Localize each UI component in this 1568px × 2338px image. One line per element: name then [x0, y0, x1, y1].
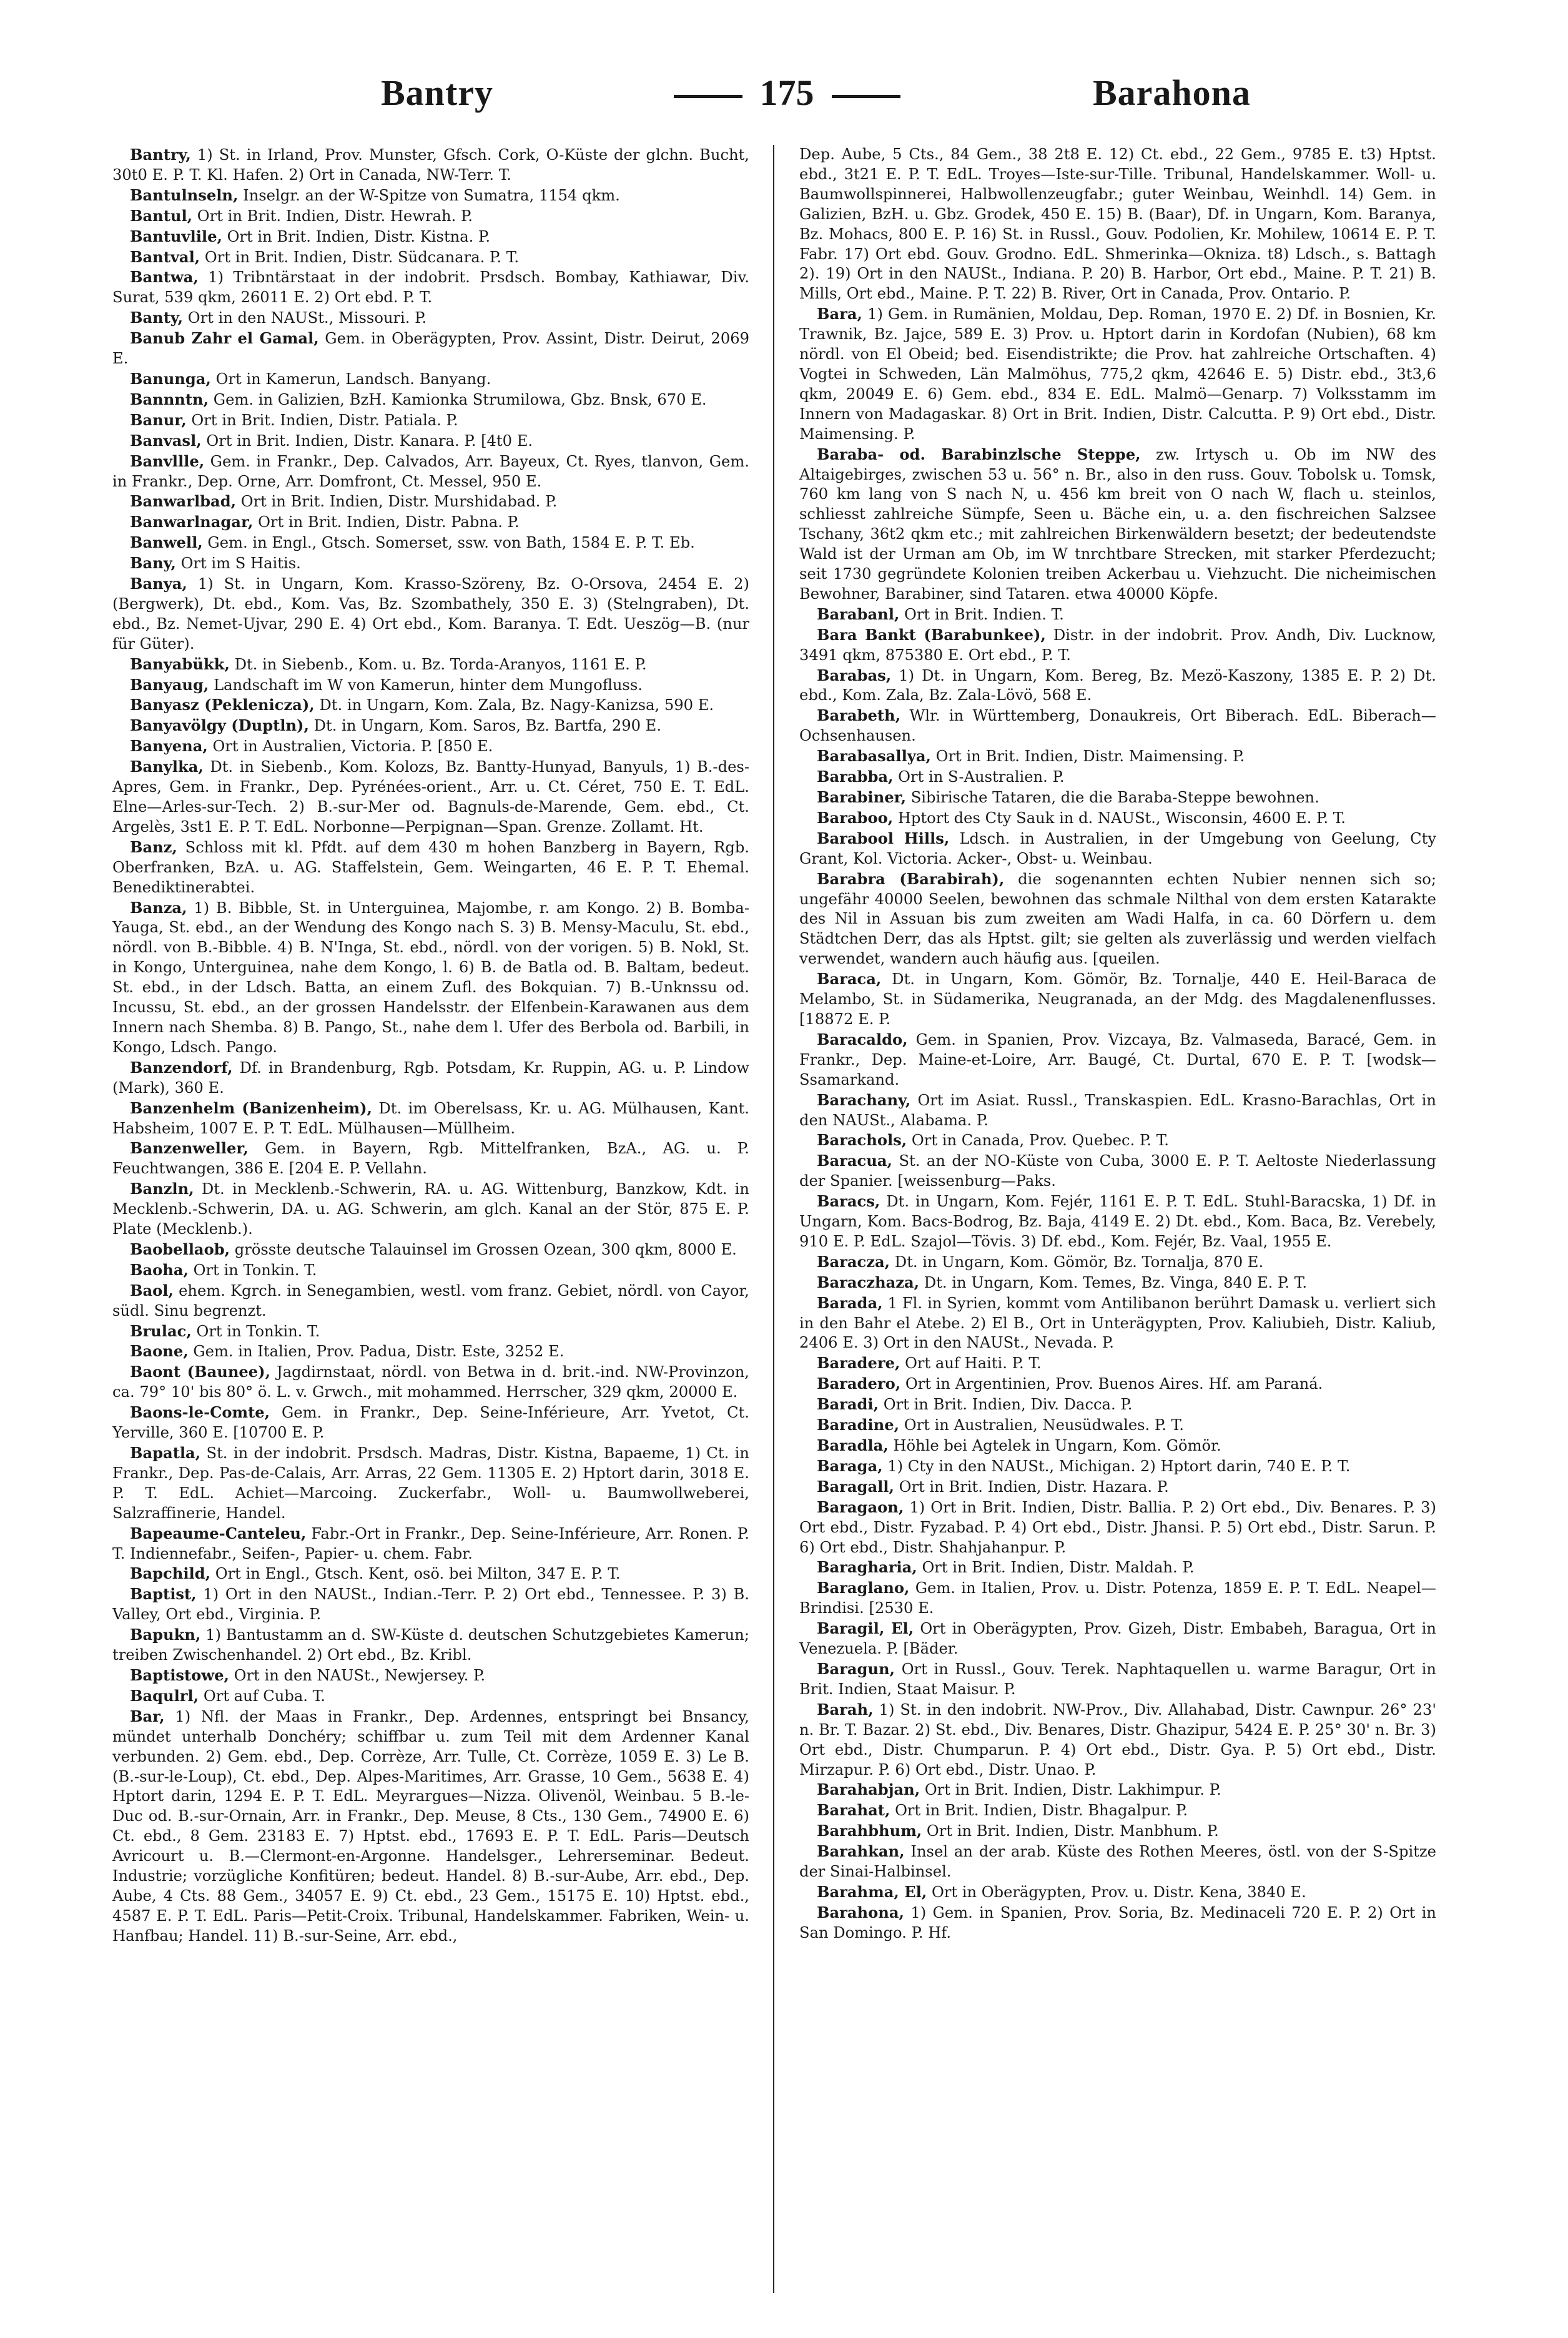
entry-text: Ort in Brit. Indien, Distr. Pabna. P.: [258, 513, 520, 531]
dictionary-entry: [799, 706, 1436, 746]
dictionary-entry: [799, 1903, 1436, 1943]
dictionary-entry: [112, 410, 749, 431]
entry-text: Dt. in Ungarn, Kom. Gömör, Bz. Tornalje, 440 E. Heil-Baraca de Melambo, St. in Südamerika, Neugranada, an der Mdg. des Magdalenenflusses. [18872 E. P.: [799, 970, 1436, 1028]
entry-headword: Bapatla,: [130, 1444, 201, 1462]
entry-text: Ort in Tonkin. T.: [196, 1322, 320, 1340]
entry-headword: Bara,: [817, 305, 862, 323]
dictionary-entry: [799, 1030, 1436, 1090]
entry-headword: Banz,: [130, 837, 177, 856]
entry-text: Ort in Brit. Indien, Distr. Kistna. P.: [227, 227, 491, 245]
dictionary-entry: [112, 1240, 749, 1260]
entry-headword: Barachols,: [817, 1131, 907, 1150]
entry-headword: Baqulrl,: [130, 1686, 199, 1705]
dictionary-entry: [112, 1625, 749, 1665]
entry-headword: Baraba- od. Barabinzlsche Steppe,: [817, 445, 1141, 463]
left-column: [112, 145, 749, 2306]
entry-text: 1) Cty in den NAUSt., Michigan. 2) Hptort darin, 740 E. P. T.: [887, 1457, 1351, 1475]
dictionary-entry: [799, 1394, 1436, 1415]
entry-headword: Baptist,: [130, 1585, 197, 1604]
entry-text: Dt. in Ungarn, Kom. Gömör, Bz. Tornalja, 870 E.: [894, 1253, 1264, 1271]
entry-headword: Baradine,: [817, 1416, 900, 1434]
entry-headword: Banzenhelm (Banizenheim),: [130, 1098, 372, 1117]
entry-headword: Banyaug,: [130, 675, 209, 694]
entry-headword: Barahkan,: [817, 1842, 905, 1861]
dictionary-entry: [799, 808, 1436, 829]
dictionary-entry: [799, 1800, 1436, 1821]
dictionary-entry: [112, 369, 749, 390]
entry-text: Df. in Brandenburg, Rgb. Potsdam, Kr. Ruppin, AG. u. P. Lindow (Mark), 360 E.: [112, 1058, 749, 1097]
dictionary-entry: [112, 574, 749, 654]
entry-headword: Banyabükk,: [130, 654, 230, 673]
entry-text: Ort in den NAUSt., Missouri. P.: [187, 309, 427, 327]
entry-text: Gem. in Engl., Gtsch. Somerset, ssw. von Bath, 1584 E. P. T. Eb.: [207, 534, 695, 552]
entry-headword: Brulac,: [130, 1321, 192, 1340]
dictionary-entry: [112, 553, 749, 574]
dictionary-entry: [112, 695, 749, 716]
entry-text: Höhle bei Agtelek in Ungarn, Kom. Gömör.: [893, 1437, 1221, 1454]
dictionary-entry: [799, 746, 1436, 767]
dictionary-entry: [112, 1443, 749, 1524]
entry-headword: Banyasz (Peklenicza),: [130, 696, 315, 714]
entry-headword: Baone,: [130, 1342, 189, 1361]
entry-headword: Banza,: [130, 898, 187, 917]
entry-text: Ort in Brit. Indien, Distr. Lakhimpur. P.: [924, 1781, 1221, 1799]
dictionary-entry: [799, 625, 1436, 666]
entry-headword: Banwarlbad,: [130, 492, 237, 511]
dictionary-entry: [799, 145, 1436, 304]
dictionary-entry: [112, 1321, 749, 1342]
entry-headword: Banvasl,: [130, 431, 202, 450]
entry-headword: Barabba,: [817, 767, 894, 786]
dictionary-entry: [112, 1138, 749, 1179]
entry-headword: Banwarlnagar,: [130, 513, 254, 531]
dictionary-entry: [799, 869, 1436, 970]
dictionary-entry: [799, 1436, 1436, 1456]
entry-headword: Barahma, El,: [817, 1882, 927, 1901]
entry-text: Gem. in Italien, Prov. Padua, Distr. Este, 3252 E.: [193, 1343, 565, 1361]
entry-headword: Barabool Hills,: [817, 829, 950, 847]
entry-headword: Bany,: [130, 554, 176, 573]
entry-text: 1) Dt. in Ungarn, Kom. Bereg, Bz. Mezö-Kaszony, 1385 E. P. 2) Dt. ebd., Kom. Zala, Bz. Zala-Lövö, 568 E.: [799, 666, 1436, 704]
dictionary-entry: [799, 666, 1436, 706]
entry-headword: Baracaldo,: [817, 1030, 908, 1048]
dictionary-entry: [112, 1058, 749, 1098]
entry-headword: Baraczhaza,: [817, 1273, 920, 1291]
page-number: 175: [759, 72, 814, 113]
dictionary-entry: [112, 1362, 749, 1403]
dictionary-entry: [112, 898, 749, 1058]
entry-text: Dt. in Siebenb., Kom. u. Bz. Torda-Aranyos, 1161 E. P.: [234, 655, 647, 673]
dictionary-entry: [112, 185, 749, 206]
entry-headword: Barah,: [817, 1700, 874, 1719]
dictionary-entry: [112, 206, 749, 227]
entry-text: Ort in Tonkin. T.: [193, 1261, 317, 1279]
entry-headword: Bapukn,: [130, 1625, 201, 1644]
dictionary-entry: [112, 1403, 749, 1443]
entry-text: Ort in Brit. Indien, Div. Dacca. P.: [883, 1396, 1133, 1414]
entry-headword: Barahat,: [817, 1801, 890, 1820]
entry-headword: Bantul,: [130, 206, 193, 225]
entry-headword: Banwell,: [130, 533, 203, 552]
dictionary-entry: [799, 1842, 1436, 1882]
entry-text: Ort in Russl., Gouv. Terek. Naphtaquellen u. warme Baragur, Ort in Brit. Indien, Staat Maisur. P.: [799, 1660, 1436, 1698]
dictionary-entry: [112, 145, 749, 185]
entry-headword: Barachany,: [817, 1090, 911, 1109]
entry-headword: Baobellaob,: [130, 1240, 230, 1258]
entry-text: Ort auf Cuba. T.: [203, 1687, 325, 1705]
entry-text: Gem. in Galizien, BzH. Kamionka Strumilowa, Gbz. Bnsk, 670 E.: [213, 390, 707, 408]
dictionary-entry: [112, 736, 749, 757]
dictionary-entry: [799, 1497, 1436, 1558]
entry-text: Ort in Canada, Prov. Quebec. P. T.: [911, 1132, 1169, 1150]
dictionary-entry: [112, 1098, 749, 1139]
entry-text: Dt. in Ungarn, Kom. Zala, Bz. Nagy-Kanizsa, 590 E.: [319, 696, 714, 714]
entry-headword: Baradero,: [817, 1374, 901, 1393]
header-dash-left: [674, 95, 742, 98]
entry-headword: Bannntn,: [130, 390, 209, 408]
entry-text: Dt. in Ungarn, Kom. Saros, Bz. Bartfa, 290 E.: [313, 717, 662, 735]
dictionary-entry: [799, 1273, 1436, 1293]
dictionary-entry: [799, 1700, 1436, 1780]
entry-text: 1) Gem. in Rumänien, Moldau, Dep. Roman, 1970 E. 2) Df. in Bosnien, Kr. Trawnik, Bz. Jajce, 589 E. 3) Prov. u. Hptort darin in Kordofan (Nubien), 68 km nördl. von El Obeid; bed. Eisendistrikte; die Prov. hat zahlreiche Ortschaften. 4) Vogtei in Schweden, Län Malmöhus, 775,2 qkm, 42646 E. 5) Distr. ebd., 3t3,6 qkm, 20049 E. 6) Gem. ebd., 834 E. EdL. Malmö—Genarp. 7) Volksstamm im Innern von Madagaskar. 8) Ort in Brit. Indien, Distr. Calcutta. P. 9) Ort ebd., Distr. Maimensing. P.: [799, 305, 1436, 443]
entry-headword: Baracs,: [817, 1192, 880, 1211]
entry-text: Dt. im Oberelsass, Kr. u. AG. Mülhausen, Kant. Habsheim, 1007 E. P. T. EdL. Mülhausen—Müllheim.: [112, 1099, 749, 1137]
entry-text: Ort in Engl., Gtsch. Kent, osö. bei Milton, 347 E. P. T.: [215, 1565, 621, 1583]
dictionary-entry: [799, 1252, 1436, 1273]
entry-headword: Banzendorf,: [130, 1058, 233, 1077]
entry-text: Ort in Argentinien, Prov. Buenos Aires. Hf. am Paraná.: [905, 1375, 1323, 1393]
entry-text: Ldsch. in Australien, in der Umgebung von Geelung, Cty Grant, Kol. Victoria. Acker-, Obst- u. Weinbau.: [799, 829, 1436, 867]
entry-headword: Baraca,: [817, 970, 882, 989]
entry-headword: Bantuvlile,: [130, 227, 222, 245]
entry-text: Gem. in Bayern, Rgb. Mittelfranken, BzA., AG. u. P. Feuchtwangen, 386 E. [204 E. P. Vellahn.: [112, 1140, 749, 1178]
entry-headword: Banya,: [130, 575, 187, 593]
dictionary-entry: [112, 533, 749, 553]
entry-text: Ort in Brit. Indien, Distr. Hazara. P.: [899, 1477, 1169, 1496]
entry-headword: Baont (Baunee),: [130, 1363, 271, 1381]
entry-headword: Bara Bankt (Barabunkee),: [817, 625, 1046, 644]
entry-text: Ort in Kamerun, Landsch. Banyang.: [215, 370, 491, 388]
entry-text: Dt. in Ungarn, Kom. Fejér, 1161 E. P. T. EdL. Stuhl-Baracska, 1) Df. in Ungarn, Kom. Bacs-Bodrog, Bz. Baja, 4149 E. 2) Dt. ebd., Kom. Baca, Bz. Verebely, 910 E. P. EdL. Szajol—Tövis. 3) Df. ebd., Kom. Fejér, Bz. Vaal, 1955 E.: [799, 1193, 1436, 1250]
dictionary-entry: [112, 267, 749, 308]
entry-text: 1) B. Bibble, St. in Unterguinea, Majombe, r. am Kongo. 2) B. Bomba-Yauga, St. ebd., an der Wendung des Kongo nach S. 3) B. Mensy-Maculu, St. ebd., nördl. von B.-Bibble. 4) B. N'Inga, St. ebd., nördl. von der vorigen. 5) B. Nokl, St. in Kongo, Unterguinea, nahe dem Kongo, l. 6) B. de Batla od. B. Baltam, bedeut. St. ebd., in der Ldsch. Batta, an einem Zufl. des Bokquian. 7) B.-Unknssu od. Incussu, St. ebd., an der grossen Handelsstr. der Elfenbein-Karawanen aus dem Innern nach Shemba. 8) B. Pango, St., nahe dem l. Ufer des Berbola od. Barbili, in Kongo, Ldsch. Pango.: [112, 899, 749, 1056]
entry-text: Schloss mit kl. Pfdt. auf dem 430 m hohen Banzberg in Bayern, Rgb. Oberfranken, BzA. u. AG. Staffelstein, Gem. Weingarten, 46 E. P. T. Ehemal. Benediktinerabtei.: [112, 838, 749, 896]
dictionary-entry: [799, 1477, 1436, 1497]
entry-headword: Baptistowe,: [130, 1665, 229, 1684]
entry-text: Dt. in Mecklenb.-Schwerin, RA. u. AG. Wittenburg, Banzkow, Kdt. in Mecklenb.-Schwerin, DA. u. AG. Schwerin, am glch. Kanal an der Stör, 875 E. P. Plate (Mecklenb.).: [112, 1180, 749, 1238]
entry-text: St. in der indobrit. Prsdsch. Madras, Distr. Kistna, Bapaeme, 1) Ct. in Frankr., Dep. Pas-de-Calais, Arr. Arras, 22 Gem. 11305 E. 2) Hptort darin, 3018 E. P. T. EdL. Achiet—Marcoing. Zuckerfabr., Woll- u. Baumwollweberei, Salzraffinerie, Handel.: [112, 1444, 749, 1522]
entry-headword: Banur,: [130, 410, 187, 429]
entry-headword: Bantval,: [130, 247, 200, 266]
entry-text: Ort in Australien, Victoria. P. [850 E.: [212, 737, 493, 756]
dictionary-entry: [112, 431, 749, 451]
entry-text: Gem. in Frankr., Dep. Seine-Inférieure, Arr. Yvetot, Ct. Yerville, 360 E. [10700 E. P.: [112, 1404, 749, 1442]
entry-text: Insel an der arab. Küste des Rothen Meeres, östl. von der S-Spitze der Sinai-Halbinsel.: [799, 1843, 1436, 1881]
dictionary-entry: [112, 308, 749, 328]
entry-text: St. an der NO-Küste von Cuba, 3000 E. P. T. Aeltoste Niederlassung der Spanier. [weissenburg—Paks.: [799, 1152, 1436, 1190]
entry-text: Ort in Brit. Indien, Distr. Bhagalpur. P.: [895, 1802, 1188, 1820]
entry-headword: Baradla,: [817, 1436, 889, 1454]
entry-headword: Banzenweller,: [130, 1139, 249, 1158]
dictionary-entry: [112, 390, 749, 410]
dictionary-entry: [799, 1353, 1436, 1374]
dictionary-entry: [799, 1456, 1436, 1477]
entry-headword: Baragun,: [817, 1659, 895, 1678]
entry-headword: Baradere,: [817, 1354, 900, 1373]
entry-text: grösste deutsche Talauinsel im Grossen Ozean, 300 qkm, 8000 E.: [234, 1240, 737, 1258]
entry-headword: Barabra (Barabirah),: [817, 869, 1005, 888]
entry-text: 1) Tribntärstaat in der indobrit. Prsdsch. Bombay, Kathiawar, Div. Surat, 539 qkm, 26011 E. 2) Ort ebd. P. T.: [112, 269, 749, 307]
dictionary-entry: [112, 1584, 749, 1625]
dictionary-entry: [799, 1578, 1436, 1619]
entry-headword: Baons-le-Comte,: [130, 1403, 270, 1422]
entry-headword: Baracza,: [817, 1252, 890, 1271]
entry-headword: Barabasallya,: [817, 747, 931, 766]
entry-headword: Bar,: [130, 1707, 165, 1725]
entry-headword: Baraga,: [817, 1456, 883, 1475]
dictionary-entry: [112, 328, 749, 369]
dictionary-entry: [112, 654, 749, 675]
right-column: [799, 145, 1436, 2306]
dictionary-entry: [799, 1780, 1436, 1800]
entry-text: Ort in Oberägypten, Prov. u. Distr. Kena, 3840 E.: [931, 1883, 1306, 1901]
dictionary-entry: [799, 445, 1436, 604]
entry-headword: Barabiner,: [817, 788, 907, 806]
entry-text: Distr. in der indobrit. Prov. Andh, Div. Lucknow, 3491 qkm, 875380 E. Ort ebd., P. T.: [799, 626, 1436, 664]
entry-headword: Bapeaume-Canteleu,: [130, 1524, 307, 1542]
text-columns: [112, 145, 1474, 2306]
entry-headword: Barada,: [817, 1293, 883, 1312]
entry-headword: Baraboo,: [817, 808, 894, 827]
header-dash-right: [832, 95, 900, 98]
entry-text: Gem. in Spanien, Prov. Vizcaya, Bz. Valmaseda, Baracé, Gem. in Frankr., Dep. Maine-et-Loire, Arr. Baugé, Ct. Durtal, 670 E. P. T. [wodsk—Ssamarkand.: [799, 1030, 1436, 1088]
dictionary-entry: [799, 1151, 1436, 1191]
dictionary-entry: [799, 1415, 1436, 1436]
dictionary-entry: [112, 227, 749, 247]
entry-headword: Banylka,: [130, 757, 204, 776]
entry-text: Sibirische Tataren, die die Baraba-Steppe bewohnen.: [910, 789, 1319, 806]
entry-text: Ort im S Haitis.: [180, 555, 301, 573]
entry-text: 1 Fl. in Syrien, kommt vom Antilibanon berührt Damask u. verliert sich in den Bahr el Atebe. 2) El B., Ort in Unterägypten, Prov. Kaliubieh, Distr. Kaliub, 2406 E. 3) Ort in den NAUSt., Nevada. P.: [799, 1294, 1436, 1352]
entry-text: Jagdirnstaat, nördl. von Betwa in d. brit.-ind. NW-Provinzon, ca. 79° 10' bis 80° ö. L. v. Grwch., mit mohammed. Herrscher, 329 qkm, 20000 E.: [112, 1363, 749, 1401]
entry-headword: Baracua,: [817, 1152, 892, 1170]
entry-text: Ort in Brit. Indien, Distr. Manbhum. P.: [926, 1822, 1219, 1840]
entry-text: Ort in Brit. Indien, Distr. Kanara. P. [4t0 E.: [206, 432, 533, 450]
entry-headword: Barabanl,: [817, 604, 900, 623]
header-last-entry: Barahona: [1093, 72, 1251, 113]
dictionary-entry: [112, 1665, 749, 1686]
dictionary-entry: [112, 1564, 749, 1584]
entry-text: Ort im Asiat. Russl., Transkaspien. EdL. Krasno-Barachlas, Ort in den NAUSt., Alabama. P.: [799, 1091, 1436, 1129]
entry-headword: Baol,: [130, 1281, 174, 1300]
entry-headword: Banzln,: [130, 1180, 194, 1198]
dictionary-entry: [799, 1659, 1436, 1700]
entry-text: Dt. in Siebenb., Kom. Kolozs, Bz. Bantty-Hunyad, Banyuls, 1) B.-des-Apres, Gem. in Frankr., Dep. Pyrénées-orient., Arr. u. Ct. Céret, 750 E. T. EdL. Elne—Arles-sur-Tech. 2) B.-sur-Mer od. Bagnuls-de-Marende, Gem. ebd., Ct. Argelès, 3st1 E. P. T. EdL. Norbonne—Perpignan—Span. Grenze. Zollamt. Ht.: [112, 758, 749, 836]
entry-headword: Baoha,: [130, 1260, 189, 1279]
dictionary-entry: [799, 1619, 1436, 1659]
entry-text: Ort in S-Australien. P.: [898, 768, 1065, 786]
entry-headword: Banyavölgy (Duptln),: [130, 716, 309, 735]
entry-text: Ort in Australien, Neusüdwales. P. T.: [904, 1416, 1184, 1434]
entry-headword: Barabas,: [817, 666, 892, 684]
entry-text: 1) Ort in Brit. Indien, Distr. Ballia. P. 2) Ort ebd., Div. Benares. P. 3) Ort ebd., Distr. Fyzabad. P. 4) Ort ebd., Distr. Jhansi. P. 5) Ort ebd., Distr. Sarun. P. 6) Ort ebd., Distr. Shahjahanpur. P.: [799, 1498, 1436, 1556]
entry-text: Hptort des Cty Sauk in d. NAUSt., Wisconsin, 4600 E. P. T.: [897, 809, 1346, 827]
entry-headword: Banyena,: [130, 737, 208, 756]
entry-headword: Bapchild,: [130, 1564, 211, 1583]
entry-headword: Baragil, El,: [817, 1619, 914, 1638]
dictionary-entry: [112, 716, 749, 736]
entry-text: 1) St. in den indobrit. NW-Prov., Div. Allahabad, Distr. Cawnpur. 26° 23' n. Br. T. Bazar. 2) St. ebd., Div. Benares, Distr. Ghazipur, 5424 E. P. 25° 30' n. Br. 3) Ort ebd., Distr. Chumparun. P. 4) Ort ebd., Distr. Gya. P. 5) Ort ebd., Distr. Mirzapur. P. 6) Ort ebd., Distr. Unao. P.: [799, 1700, 1436, 1778]
dictionary-entry: [799, 304, 1436, 444]
entry-text: Ort in Oberägypten, Prov. Gizeh, Distr. Embabeh, Baragua, Ort in Venezuela. P. [Bäder.: [799, 1620, 1436, 1658]
dictionary-entry: [799, 1191, 1436, 1252]
dictionary-entry: [799, 604, 1436, 625]
entry-headword: Barahona,: [817, 1903, 904, 1921]
header-first-entry: Bantry: [381, 72, 493, 113]
dictionary-entry: [112, 1341, 749, 1362]
entry-headword: Baragaon,: [817, 1497, 904, 1516]
dictionary-entry: [112, 1179, 749, 1240]
entry-text: 1) St. in Irland, Prov. Munster, Gfsch. Cork, O-Küste der glchn. Bucht, 30t0 E. P. T. Kl. Hafen. 2) Ort in Canada, NW-Terr. T.: [112, 146, 749, 184]
dictionary-entry: [112, 1260, 749, 1281]
dictionary-entry: [799, 1557, 1436, 1578]
entry-text: Gem. in Frankr., Dep. Calvados, Arr. Bayeux, Ct. Ryes, tlanvon, Gem. in Frankr., Dep. Orne, Arr. Domfront, Ct. Messel, 950 E.: [112, 452, 749, 490]
entry-text: Ort in Brit. Indien, Distr. Maldah. P.: [922, 1559, 1195, 1577]
dictionary-entry: [112, 837, 749, 898]
entry-headword: Barabeth,: [817, 706, 901, 725]
entry-text: Ort in Brit. Indien. T.: [904, 605, 1064, 623]
entry-headword: Bantwa,: [130, 268, 199, 287]
dictionary-entry: [799, 829, 1436, 869]
dictionary-entry: [799, 1090, 1436, 1131]
entry-text: Dep. Aube, 5 Cts., 84 Gem., 38 2t8 E. 12) Ct. ebd., 22 Gem., 9785 E. t3) Hptst. ebd., 3t21 E. P. T. EdL. Troyes—Iste-sur-Tille. Tribunal, Handelskammer. Woll- u. Baumwollspinnerei, Halbwollenzeugfabr.; guter Weinbau, Weinhdl. 14) Gem. in Galizien, BzH. u. Gbz. Grodek, 450 E. 15) B. (Baar), Df. in Ungarn, Kom. Baranya, Bz. Mohacs, 800 E. P. 16) St. in Russl., Gouv. Podolien, Kr. Mohilew, 10614 E. P. T. Fabr. 17) Ort ebd. Gouv. Grodno. EdL. Shmerinka—Okniza. t8) Ldsch., s. Battagh 2). 19) Ort in den NAUSt., Indiana. P. 20) B. Harbor, Ort ebd., Maine. P. T. 21) B. Mills, Ort ebd., Maine. P. T. 22) B. River, Ort in Canada, Prov. Ontario. P.: [799, 146, 1436, 303]
entry-headword: Bantulnseln,: [130, 185, 239, 204]
entry-text: Ort in Brit. Indien, Distr. Maimensing. P.: [935, 747, 1245, 766]
entry-text: Dt. in Ungarn, Kom. Temes, Bz. Vinga, 840 E. P. T.: [924, 1273, 1308, 1291]
entry-text: zw. Irtysch u. Ob im NW des Altaigebirges, zwischen 53 u. 56° n. Br., also in den russ. Gouv. Tobolsk u. Tomsk, 760 km lang von S nach N, u. 456 km breit von O nach W, flach u. steinlos, schliesst zahlreiche Sümpfe, Seen u. Bäche ein, u. a. den fischreichen Salzsee Tschany, 36t2 qkm etc.; mit zahlreichen Birkenwäldern besetzt; der bedeutendste Wald ist der Urman am Ob, im W tnrchtbare Strecken, mit starker Pferdezucht; seit 1730 gegründete Kolonien treiben Ackerbau u. Viehzucht. Die nicheimischen Bewohner, Barabiner, sind Tataren. etwa 40000 Köpfe.: [799, 445, 1436, 603]
entry-headword: Banty,: [130, 308, 184, 327]
running-header: [112, 59, 1461, 134]
dictionary-entry: [799, 1130, 1436, 1151]
entry-text: Fabr.-Ort in Frankr., Dep. Seine-Inférieure, Arr. Ronen. P. T. Indiennefabr., Seifen-, Papier- u. chem. Fabr.: [112, 1524, 749, 1562]
entry-text: 1) Bantustamm an d. SW-Küste d. deutschen Schutzgebietes Kamerun; treiben Zwischenhandel. 2) Ort ebd., Bz. Kribl.: [112, 1626, 749, 1664]
entry-text: 1) Nfl. der Maas in Frankr., Dep. Ardennes, entspringt bei Bnsancy, mündet unterhalb Donchéry; schiffbar u. zum Teil mit dem Ardenner Kanal verbunden. 2) Gem. ebd., Dep. Corrèze, Arr. Tulle, Ct. Corrèze, 1059 E. 3) Le B. (B.-sur-le-Loup), Ct. ebd., Dep. Alpes-Maritimes, Arr. Grasse, 10 Gem., 5638 E. 4) Hptort darin, 1294 E. P. T. EdL. Meyrargues—Nizza. Olivenöl, Weinbau. 5 B.-le-Duc od. B.-sur-Ornain, Arr. in Frankr., Dep. Meuse, 8 Cts., 130 Gem., 74900 E. 6) Ct. ebd., 8 Gem. 23183 E. 7) Hptst. ebd., 17693 E. P. T. EdL. Paris—Deutsch Avricourt u. B.—Clermont-en-Argonne. Handelsger., Lehrerseminar. Bedeut. Industrie; vorzügliche Konfitüren; bedeut. Handel. 8) B.-sur-Aube, Arr. ebd., Dep. Aube, 4 Cts. 88 Gem., 34057 E. 9) Ct. ebd., 23 Gem., 15175 E. 10) Hptst. ebd., 4587 E. P. T. EdL. Paris—Petit-Croix. Tribunal, Handelskammer. Fabriken, Wein- u. Hanfbau; Handel. 11) B.-sur-Seine, Arr. ebd.,: [112, 1707, 749, 1945]
entry-text: die sogenannten echten Nubier nennen sich so; ungefähr 40000 Seelen, bewohnen das schmale Nilthal von dem ersten Katarakte des Nil in Assuan bis zum zweiten am Wadi Halfa, in ca. 60 Dörfern u. dem Städtchen Derr, das als Hptst. gilt; sie gelten als zuverlässig und werden vielfach verwendet, wandern auch häufig aus. [queilen.: [799, 870, 1436, 968]
entry-text: 1) St. in Ungarn, Kom. Krasso-Szöreny, Bz. O-Orsova, 2454 E. 2) (Bergwerk), Dt. ebd., Kom. Vas, Bz. Szombathely, 350 E. 3) (Stelngraben), Dt. ebd., Bz. Nemet-Ujvar, 290 E. 4) Ort ebd., Kom. Baranya. T. Edt. Ueszög—B. (nur für Güter).: [112, 575, 749, 653]
dictionary-entry: [799, 1293, 1436, 1354]
dictionary-entry: [799, 1821, 1436, 1842]
dictionary-entry: [112, 757, 749, 837]
dictionary-entry: [112, 675, 749, 696]
entry-text: Gem. in Italien, Prov. u. Distr. Potenza, 1859 E. P. T. EdL. Neapel—Brindisi. [2530 E.: [799, 1579, 1436, 1617]
entry-headword: Baraglano,: [817, 1579, 910, 1597]
entry-headword: Barahbhum,: [817, 1822, 922, 1840]
dictionary-entry: [799, 1374, 1436, 1394]
entry-text: ehem. Kgrch. in Senegambien, westl. vom franz. Gebiet, nördl. von Cayor, südl. Sinu begrenzt.: [112, 1281, 749, 1319]
entry-text: Ort in Brit. Indien, Distr. Hewrah. P.: [197, 207, 473, 225]
entry-text: 1) Gem. in Spanien, Prov. Soria, Bz. Medinaceli 720 E. P. 2) Ort in San Domingo. P. Hf.: [799, 1903, 1436, 1941]
entry-headword: Baragall,: [817, 1477, 894, 1496]
dictionary-entry: [112, 1524, 749, 1564]
dictionary-entry: [112, 1707, 749, 1946]
dictionary-entry: [112, 247, 749, 268]
dictionary-entry: [799, 1882, 1436, 1903]
entry-headword: Barahabjan,: [817, 1780, 920, 1799]
entry-text: Ort in den NAUSt., Newjersey. P.: [234, 1666, 486, 1684]
dictionary-entry: [799, 767, 1436, 787]
entry-text: Ort in Brit. Indien, Distr. Patiala. P.: [191, 411, 458, 429]
entry-headword: Banvllle,: [130, 451, 205, 470]
dictionary-entry: [112, 512, 749, 533]
entry-headword: Bantry,: [130, 146, 191, 164]
entry-text: Inselgr. an der W-Spitze von Sumatra, 1154 qkm.: [243, 186, 620, 204]
entry-text: Ort auf Haiti. P. T.: [905, 1354, 1042, 1373]
header-page-number-group: [637, 72, 937, 114]
entry-text: 1) Ort in den NAUSt., Indian.-Terr. P. 2) Ort ebd., Tennessee. P. 3) B. Valley, Ort ebd., Virginia. P.: [112, 1586, 749, 1624]
dictionary-entry: [799, 787, 1436, 808]
dictionary-entry: [799, 969, 1436, 1030]
entry-text: Ort in Brit. Indien, Distr. Südcanara. P. T.: [204, 248, 520, 266]
entry-headword: Baradi,: [817, 1395, 879, 1414]
dictionary-entry: [112, 451, 749, 492]
entry-text: Gem. in Oberägypten, Prov. Assint, Distr. Deirut, 2069 E.: [112, 330, 749, 368]
dictionary-entry: [112, 491, 749, 512]
entry-headword: Banub Zahr el Gamal,: [130, 329, 319, 348]
entry-headword: Baragharia,: [817, 1558, 917, 1577]
entry-text: Wlr. in Württemberg, Donaukreis, Ort Biberach. EdL. Biberach—Ochsenhausen.: [799, 707, 1436, 745]
dictionary-entry: [112, 1281, 749, 1321]
entry-text: Ort in Brit. Indien, Distr. Murshidabad. P.: [240, 493, 558, 511]
entry-headword: Banunga,: [130, 369, 211, 388]
column-divider: [773, 145, 774, 2293]
entry-text: Landschaft im W von Kamerun, hinter dem Mungofluss.: [214, 676, 643, 694]
dictionary-entry: [112, 1686, 749, 1707]
